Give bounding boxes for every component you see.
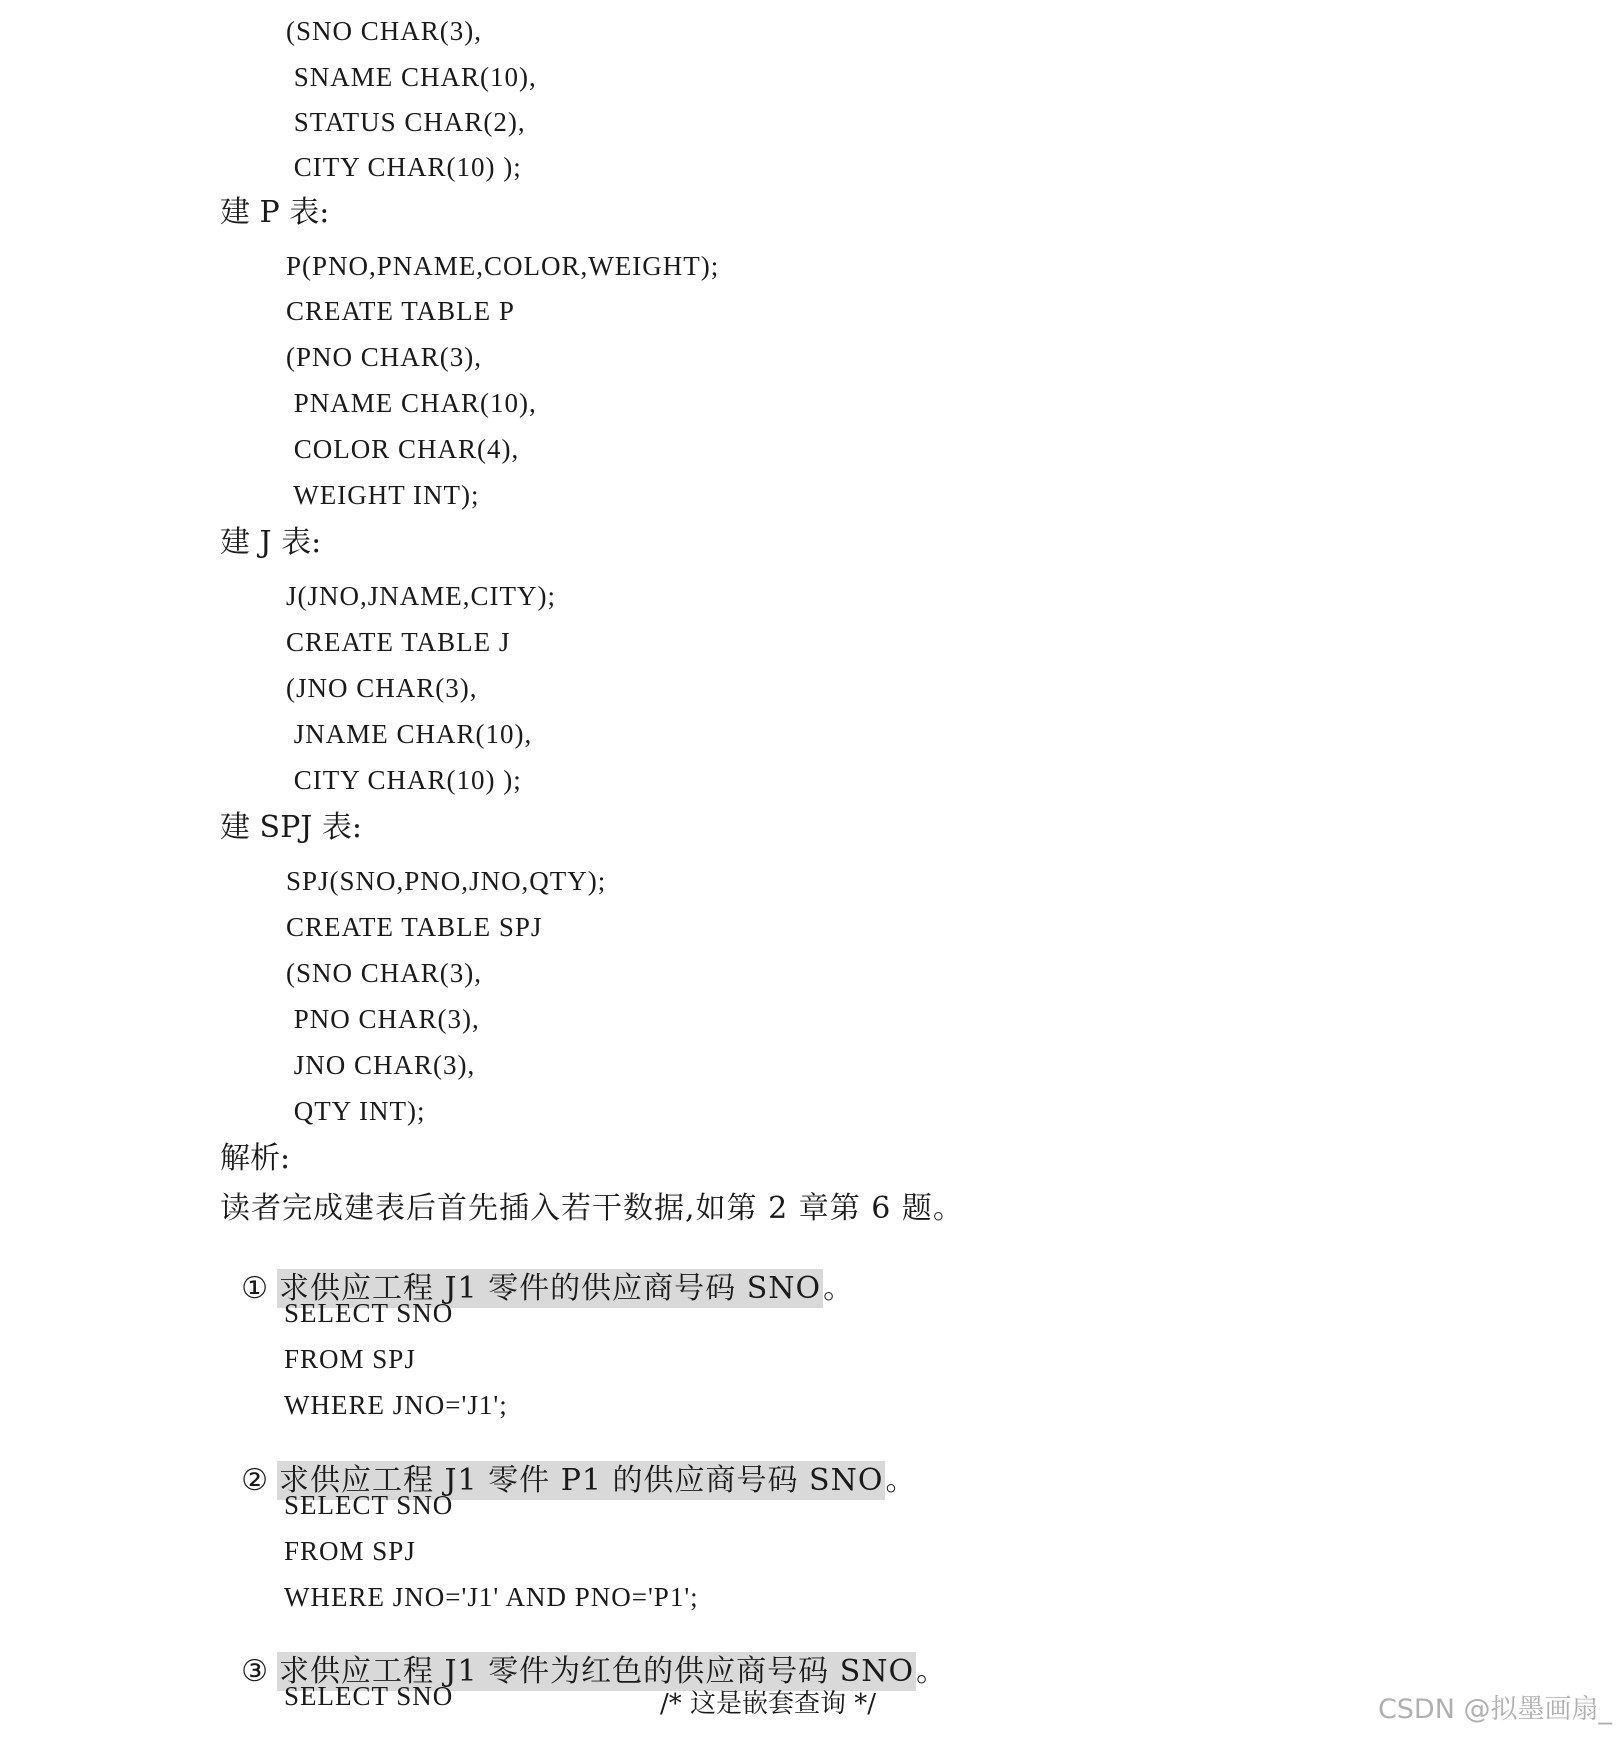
section-heading-p: 建 P 表: bbox=[220, 195, 330, 230]
question-text-highlight: 求供应工程 J1 零件 P1 的供应商号码 SNO bbox=[278, 1463, 884, 1498]
question-end-mark: 。 bbox=[916, 1654, 948, 1689]
code-line: SPJ(SNO,PNO,JNO,QTY); bbox=[286, 866, 607, 896]
code-line: (JNO CHAR(3), bbox=[286, 673, 478, 703]
code-line: STATUS CHAR(2), bbox=[286, 107, 526, 137]
code-line: FROM SPJ bbox=[284, 1536, 416, 1566]
code-line: CITY CHAR(10) ); bbox=[286, 152, 522, 182]
code-line: CREATE TABLE P bbox=[286, 296, 515, 326]
code-line: CREATE TABLE SPJ bbox=[286, 912, 543, 942]
code-line: CREATE TABLE J bbox=[286, 627, 511, 657]
question-number: ③ bbox=[241, 1654, 269, 1689]
code-line: FROM SPJ bbox=[284, 1344, 416, 1374]
code-line: SELECT SNO bbox=[284, 1490, 454, 1520]
code-line: JNO CHAR(3), bbox=[286, 1050, 476, 1080]
question-2 bbox=[220, 1436, 916, 1496]
code-line: QTY INT); bbox=[286, 1096, 426, 1126]
section-heading-j: 建 J 表: bbox=[220, 525, 322, 560]
code-line: (SNO CHAR(3), bbox=[286, 16, 483, 46]
question-text-highlight: 求供应工程 J1 零件的供应商号码 SNO bbox=[278, 1271, 822, 1306]
question-end-mark: 。 bbox=[823, 1271, 855, 1306]
code-line: WEIGHT INT); bbox=[286, 480, 480, 510]
analysis-heading: 解析: bbox=[220, 1141, 291, 1176]
code-line: WHERE JNO='J1' AND PNO='P1'; bbox=[284, 1582, 699, 1612]
question-1 bbox=[220, 1244, 854, 1304]
code-line: CITY CHAR(10) ); bbox=[286, 765, 522, 795]
question-text-highlight: 求供应工程 J1 零件为红色的供应商号码 SNO bbox=[278, 1654, 915, 1689]
code-line: COLOR CHAR(4), bbox=[286, 434, 520, 464]
question-3 bbox=[220, 1627, 947, 1687]
code-line: SNAME CHAR(10), bbox=[286, 62, 537, 92]
code-line: J(JNO,JNAME,CITY); bbox=[286, 581, 556, 611]
question-end-mark: 。 bbox=[885, 1463, 917, 1498]
code-line: (PNO CHAR(3), bbox=[286, 342, 483, 372]
code-comment: /* 这是嵌套查询 */ bbox=[660, 1689, 877, 1719]
code-line: JNAME CHAR(10), bbox=[286, 719, 533, 749]
code-line: P(PNO,PNAME,COLOR,WEIGHT); bbox=[286, 251, 720, 281]
code-line: PNO CHAR(3), bbox=[286, 1004, 480, 1034]
csdn-watermark: CSDN @拟墨画扇_ bbox=[1377, 1694, 1612, 1725]
code-line: WHERE JNO='J1'; bbox=[284, 1390, 508, 1420]
code-line: (SNO CHAR(3), bbox=[286, 958, 483, 988]
code-line: SELECT SNO bbox=[284, 1298, 454, 1328]
code-line: PNAME CHAR(10), bbox=[286, 388, 537, 418]
question-number: ① bbox=[241, 1271, 269, 1306]
analysis-intro: 读者完成建表后首先插入若干数据,如第 2 章第 6 题。 bbox=[220, 1191, 964, 1226]
code-line: SELECT SNO bbox=[284, 1681, 454, 1711]
question-number: ② bbox=[241, 1463, 269, 1498]
section-heading-spj: 建 SPJ 表: bbox=[220, 810, 362, 845]
